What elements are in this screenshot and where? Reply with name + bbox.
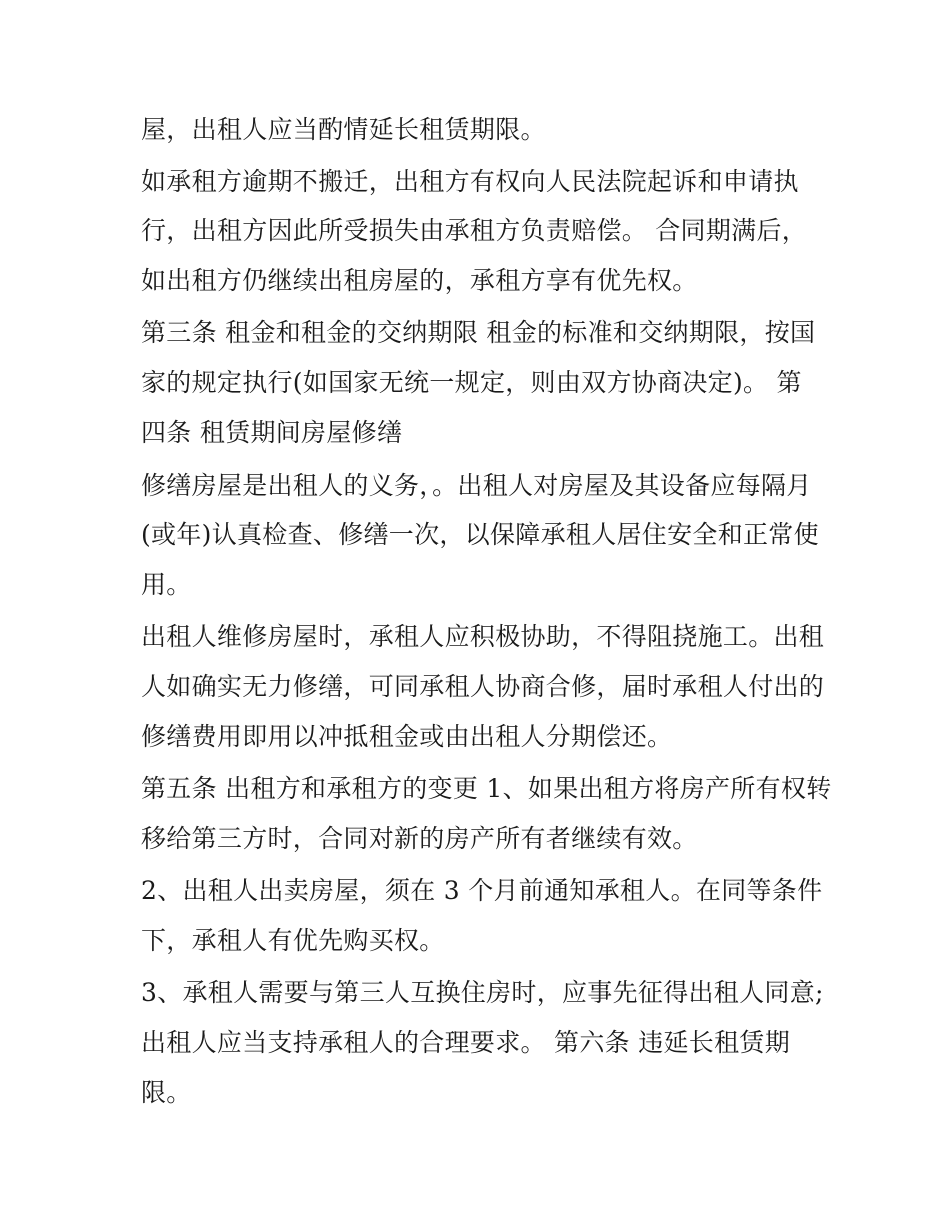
text-line: 3、承租人需要与第三人互换住房时，应事先征得出租人同意; — [141, 978, 824, 1007]
text-line: 出租人维修房屋时，承租人应积极协助，不得阻挠施工。出租 — [141, 622, 825, 651]
text-line: 用。 — [141, 570, 192, 599]
text-line: 屋，出租人应当酌情延长租赁期限。 — [141, 115, 546, 144]
text-line: 第三条 租金和租金的交纳期限 租金的标准和交纳期限，按国 — [141, 318, 816, 347]
text-line: 行，出租方因此所受损失由承租方负责赔偿。 合同期满后， — [141, 216, 808, 245]
text-line: 四条 租赁期间房屋修缮 — [141, 418, 403, 447]
text-line: (或年)认真检查、修缮一次，以保障承租人居住安全和正常使 — [141, 520, 819, 549]
text-line: 下，承租人有优先购买权。 — [141, 926, 445, 955]
text-line: 移给第三方时，合同对新的房产所有者继续有效。 — [141, 824, 698, 853]
text-line: 如承租方逾期不搬迁，出租方有权向人民法院起诉和申请执 — [141, 167, 799, 196]
text-line: 2、出租人出卖房屋，须在 3 个月前通知承租人。在同等条件 — [141, 876, 823, 905]
text-line: 出租人应当支持承租人的合理要求。 第六条 违延长租赁期 — [141, 1028, 790, 1057]
text-line: 人如确实无力修缮，可同承租人协商合修，届时承租人付出的 — [141, 672, 825, 701]
text-line: 家的规定执行(如国家无统一规定，则由双方协商决定)。 第 — [141, 368, 802, 397]
text-line: 限。 — [141, 1078, 192, 1107]
text-line: 修缮房屋是出租人的义务，。出租人对房屋及其设备应每隔月 — [141, 471, 812, 500]
text-line: 如出租方仍继续出租房屋的，承租方享有优先权。 — [141, 266, 698, 295]
text-line: 第五条 出租方和承租方的变更 1、如果出租方将房产所有权转 — [141, 774, 832, 803]
text-line: 修缮费用即用以冲抵租金或由出租人分期偿还。 — [141, 722, 673, 751]
